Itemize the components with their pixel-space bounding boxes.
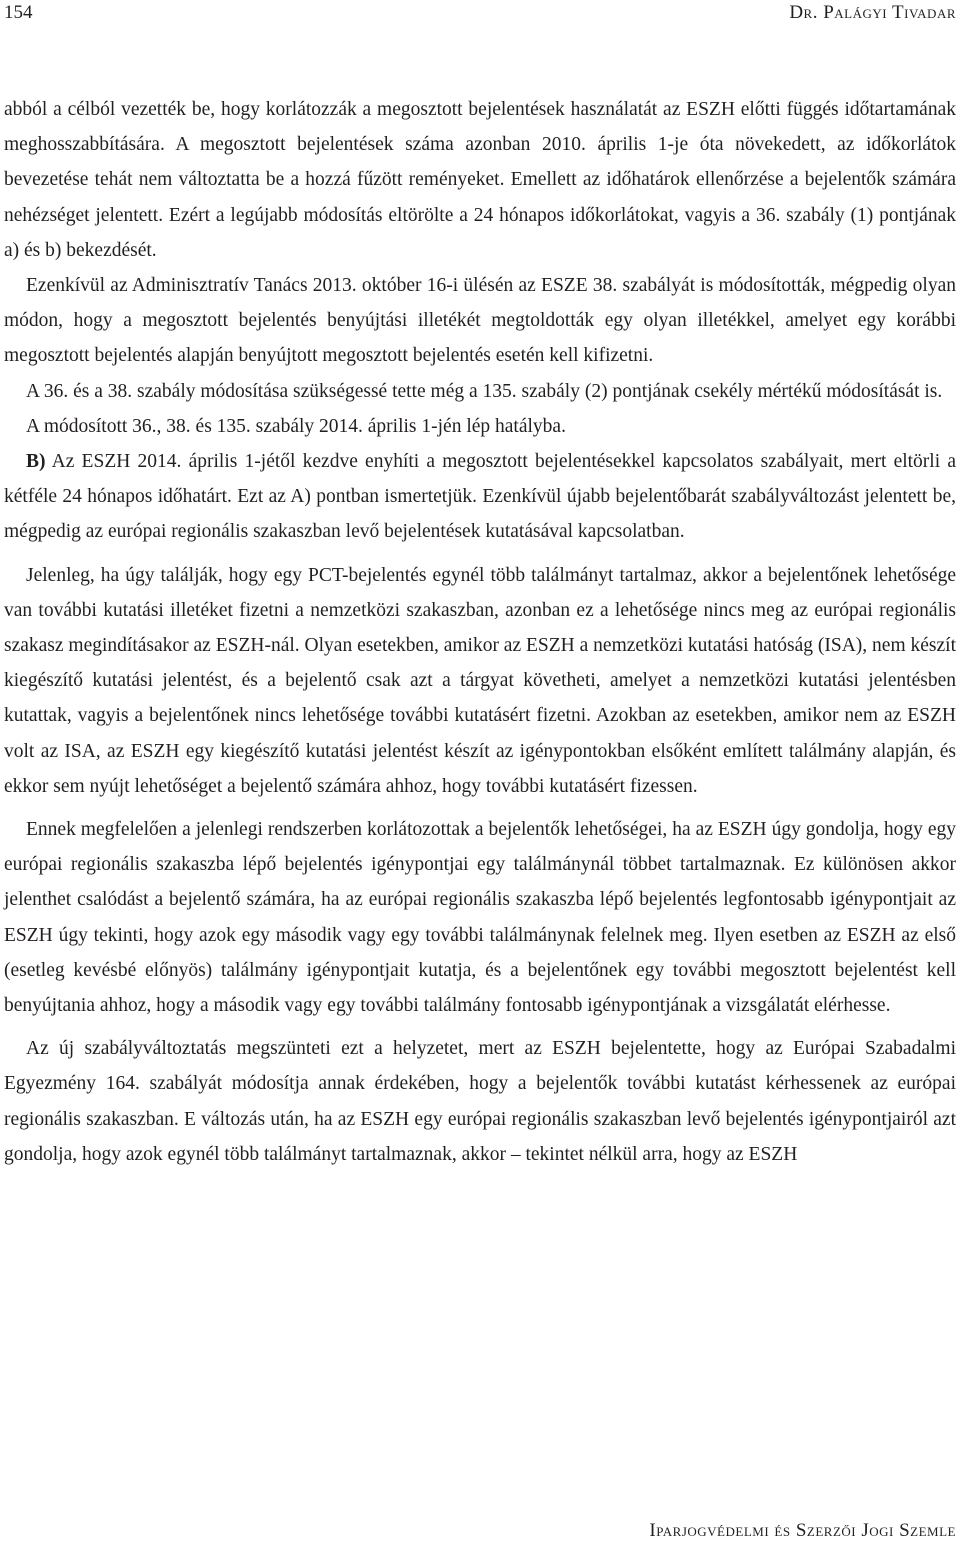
running-head-author: Dr. Palágyi Tivadar xyxy=(789,2,956,23)
paragraph-4: A módosított 36., 38. és 135. szabály 2014. április 1-jén lép hatályba. xyxy=(26,415,566,437)
paragraph-1: abból a célból vezették be, hogy korlátozzák a megosztott bejelentések használatát az ESZH előtti függés időtartamának meghosszabbítására. A megosztott bejelentések száma azonban 2010. április 1-je óta növekedett, az időkorlátok bevezetése tehát nem változtatta be a hozzá fűzött reményeket. Emellett az időhatárok ellenőrzése a bejelentők számára nehézséget jelentett. Ezért a legújabb módosítás eltörölte a 24 hónapos időkorlátokat, vagyis a 36. szabály (1) pontjának a) és b) bekezdését. xyxy=(4,99,956,261)
paragraph-3: A 36. és a 38. szabály módosítása szükségessé tette még a 135. szabály (2) pontjának csekély mértékű módosítását is. xyxy=(26,380,943,402)
paragraph-5-text: Az ESZH 2014. április 1-jétől kezdve enyhíti a megosztott bejelentésekkel kapcsolatos szabályait, mert eltörli a kétféle 24 hónapos időhatárt. Ezt az A) pontban ismertetjük. Ezenkívül újabb bejelentőbarát szabályváltozást jelentett be, mégpedig az európai regionális szakaszban levő bejelentések kutatásával kapcsolatban. xyxy=(4,451,956,543)
page-number: 154 xyxy=(4,2,33,23)
paragraph-2: Ezenkívül az Adminisztratív Tanács 2013. október 16-i ülésén az ESZE 38. szabályát is módosították, mégpedig olyan módon, hogy a megosztott bejelentés benyújtási illetékét megtoldották egy olyan illetékkel, amelyet egy korábbi megosztott bejelentés alapján benyújtott megosztott bejelentés esetén kell kifizetni. xyxy=(4,275,956,367)
page-header xyxy=(0,2,960,30)
section-label-b: B) xyxy=(26,451,46,473)
paragraph-6: Jelenleg, ha úgy találják, hogy egy PCT-bejelentés egynél több találmányt tartalmaz, akkor a bejelentőnek lehetősége van további kutatási illetéket fizetni a nemzetközi szakaszban, azonban ez a lehetősége nincs meg az európai regionális szakasz megindításakor az ESZH-nál. Olyan esetekben, amikor az ESZH a nemzetközi kutatási hatóság (ISA), nem készít kiegészítő kutatási jelentést, és a bejelentő csak azt a tárgyat követheti, amelyet a nemzetközi kutatási jelentésben kutattak, vagyis a bejelentőnek nincs lehetősége további kutatásért fizetni. Azokban az esetekben, amikor nem az ESZH volt az ISA, az ESZH egy kiegészítő kutatási jelentést készít az igénypontokban elsőként említett találmány alapján, és ekkor sem nyújt lehetőséget a bejelentő számára ahhoz, hogy további kutatásért fizessen. xyxy=(4,564,956,797)
paragraph-7: Ennek megfelelően a jelenlegi rendszerben korlátozottak a bejelentők lehetőségei, ha az ESZH úgy gondolja, hogy egy európai regionális szakaszba lépő bejelentés igénypontjai egy találmánynál többet tartalmaznak. Ez különösen akkor jelenthet csalódást a bejelentő számára, ha az európai regionális szakaszba lépő bejelentés legfontosabb igénypontjait az ESZH úgy tekinti, hogy azok egy második vagy egy további találmánynak felelnek meg. Ilyen esetben az ESZH az első (esetleg kevésbé előnyös) találmány igénypontjait kutatja, és a bejelentőnek egy további megosztott bejelentést kell benyújtania ahhoz, hogy a második vagy egy további találmány fontosabb igénypontjának a vizsgálatát elérhesse. xyxy=(4,819,956,1017)
journal-title-footer: Iparjogvédelmi és Szerzői Jogi Szemle xyxy=(649,1520,956,1541)
paragraph-5 xyxy=(4,444,956,550)
article-body xyxy=(4,92,956,1172)
paragraph-8: Az új szabályváltoztatás megszünteti ezt a helyzetet, mert az ESZH bejelentette, hogy az Európai Szabadalmi Egyezmény 164. szabályát módosítja annak érdekében, hogy a bejelentők további kutatást kérhessenek az európai regionális szakaszban. E változás után, ha az ESZH egy európai regionális szakaszban levő bejelentés igénypontjairól azt gondolja, hogy azok egynél több találmányt tartalmaznak, akkor – tekintet nélkül arra, hogy az ESZH xyxy=(4,1038,956,1165)
